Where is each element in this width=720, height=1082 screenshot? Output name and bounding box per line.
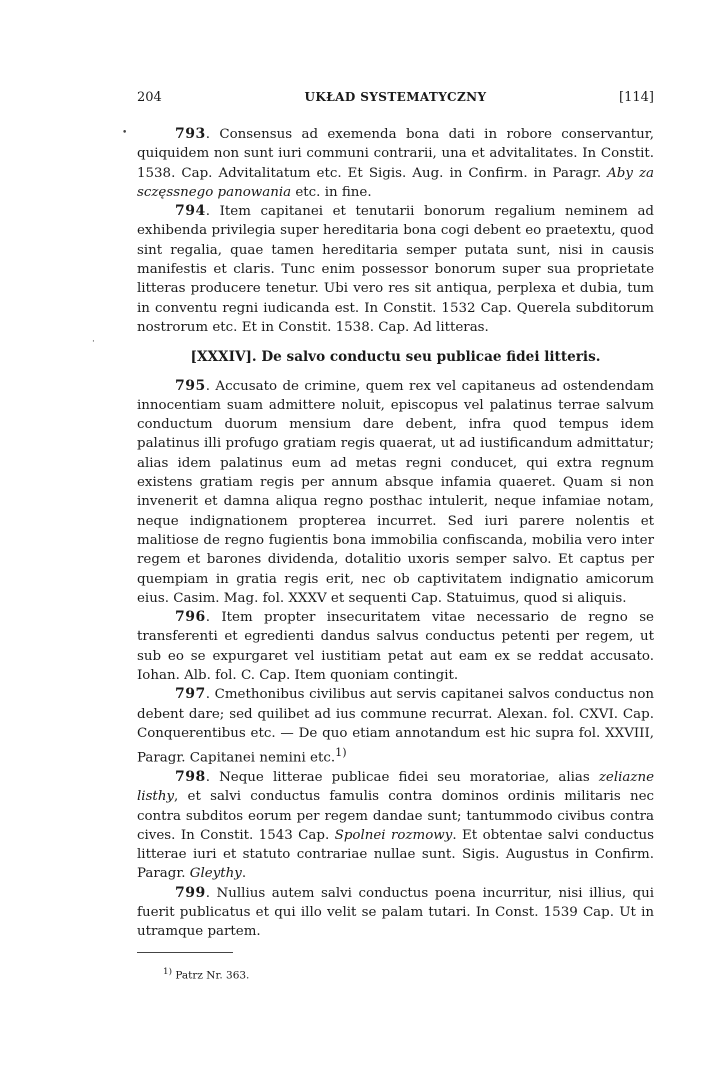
- footnote-text: Patrz Nr. 363.: [171, 969, 250, 982]
- paragraph-text: . Accusato de crimine, quem rex vel capitaneus ad ostendendam innocentiam suam admittere noluit, episcopus vel palatinus terrae salvum conductum duorum mensium dare debent, infra quod tempus idem palatinus illi profugo gratiam regis quaerat, ut ad iustificandum admittatur; alias idem palatinus eum ad metas regni conducet, qui extra regnum existens gratiam regis per annum absque infamia quaeret. Quam si non invenerit et damna aliqua regno posthac intulerit, neque infamiae notam, neque indignationem propterea incurret. Sed iuri parere nolentis et malitiose de regno fugientis bona immobilia confiscanda, mobilia vero inter regem et barones dividenda, dotalitio uxoris semper salvo. Et captus per quempiam in gratia regis erit, nec ob captivitatem indignatio amicorum eius. Casim. Mag. fol. XXXV et sequenti Cap. Statuimus, quod si aliquis.: [137, 378, 654, 606]
- margin-mark: ·: [92, 337, 95, 347]
- paragraph-number: 795: [175, 377, 206, 394]
- margin-mark: •: [122, 128, 128, 138]
- paragraph-793: [137, 125, 654, 202]
- paragraph-799: [137, 884, 654, 942]
- page-number: 204: [137, 90, 162, 105]
- paragraph-text: .: [241, 866, 247, 882]
- paragraph-number: 799: [175, 884, 206, 901]
- paragraph-text: . Consensus ad exemenda bona dati in robore conservantur, quiquidem non sunt iuri communi contrarii, una et advitalitates. In Constit. 1538. Cap. Advitalitatum etc. Et Sigis. Aug. in Confirm. in Paragr.: [137, 127, 654, 181]
- paragraph-number: 793: [175, 126, 206, 142]
- paragraph-text: . Item capitanei et tenutarii bonorum regalium neminem ad exhibenda privilegia super hereditaria bona cogi debent eo praetextu, quod sint regalia, quae tamen hereditaria semper putata sunt, nisi in causis manifestis et claris. Tunc enim possessor bonorum super sua proprietate litteras producere tenetur. Ubi vero res sit antiqua, perplexa et dubia, tum in conventu regni iudicanda est. In Constit. 1532 Cap. Querela subditorum nostrorum etc. Et in Constit. 1538. Cap. Ad litteras.: [137, 204, 654, 335]
- footnote-divider: [137, 952, 233, 953]
- paragraph-text: . Neque litterae publicae fidei seu moratoriae, alias: [205, 769, 599, 785]
- running-header: [137, 90, 654, 110]
- paragraph-797: [137, 685, 654, 768]
- paragraph-794: [137, 202, 654, 337]
- paragraph-number: 798: [175, 768, 206, 785]
- paragraph-798: [137, 768, 654, 884]
- main-text: [137, 125, 654, 982]
- italic-phrase: Gleythy: [189, 866, 242, 882]
- footnote: [137, 965, 654, 983]
- paragraph-796: [137, 608, 654, 685]
- paragraph-number: 794: [175, 203, 206, 220]
- footnote-reference: 1): [335, 746, 347, 760]
- paragraph-text: . Nullius autem salvi conductus poena incurritur, nisi illius, qui fuerit publicatus et qui illo velit se palam tutari. In Const. 1539 Cap. Ut in utramque partem.: [137, 885, 654, 940]
- footnote-marker: 1): [163, 966, 172, 977]
- paragraph-number: 796: [175, 609, 206, 626]
- section-heading: [XXXIV]. De salvo conductu seu publicae fidei litteris.: [190, 349, 601, 366]
- italic-phrase: Aby za sczęssnego panowania: [137, 165, 654, 200]
- paragraph-number: 797: [175, 686, 206, 703]
- paragraph-text: , et salvi conductus famulis contra dominos ordinis militaris nec contra subditos eorum per regem dandae sunt; tantummodo civibus contra cives. In Constit. 1543 Cap.: [137, 789, 654, 843]
- paragraph-text: etc. in fine.: [291, 184, 372, 200]
- running-title: UKŁAD SYSTEMATYCZNY: [304, 90, 487, 104]
- italic-phrase: Spolnei rozmowy: [334, 827, 453, 843]
- paragraph-text: . Cmethonibus civilibus aut servis capitanei salvos conductus non debent dare; sed quilibet ad ius commune recurrat. Alexan. fol. CXVI. Cap. Conquerentibus etc. — De quo etiam annotandum est hic supra fol. XXVIII, Paragr. Capitanei nemini etc.: [137, 687, 654, 766]
- italic-phrase: zeliazne listhy: [137, 769, 654, 805]
- paragraph-text: . Item propter insecuritatem vitae necessario de regno se transferenti et egredienti dandus salvus conductus petenti per regem, ut sub eo se expurgaret vel iustitiam petat aut eam ex se reddat accusato. Iohan. Alb. fol. C. Cap. Item quoniam contingit.: [137, 610, 654, 684]
- paragraph-795: [137, 377, 654, 609]
- section-reference: [114]: [619, 90, 654, 105]
- paragraph-text: . Et obtentae salvi conductus litterae iuri et statuto contrariae nullae sunt. Sigis. Augustus in Confirm. Paragr.: [137, 827, 654, 882]
